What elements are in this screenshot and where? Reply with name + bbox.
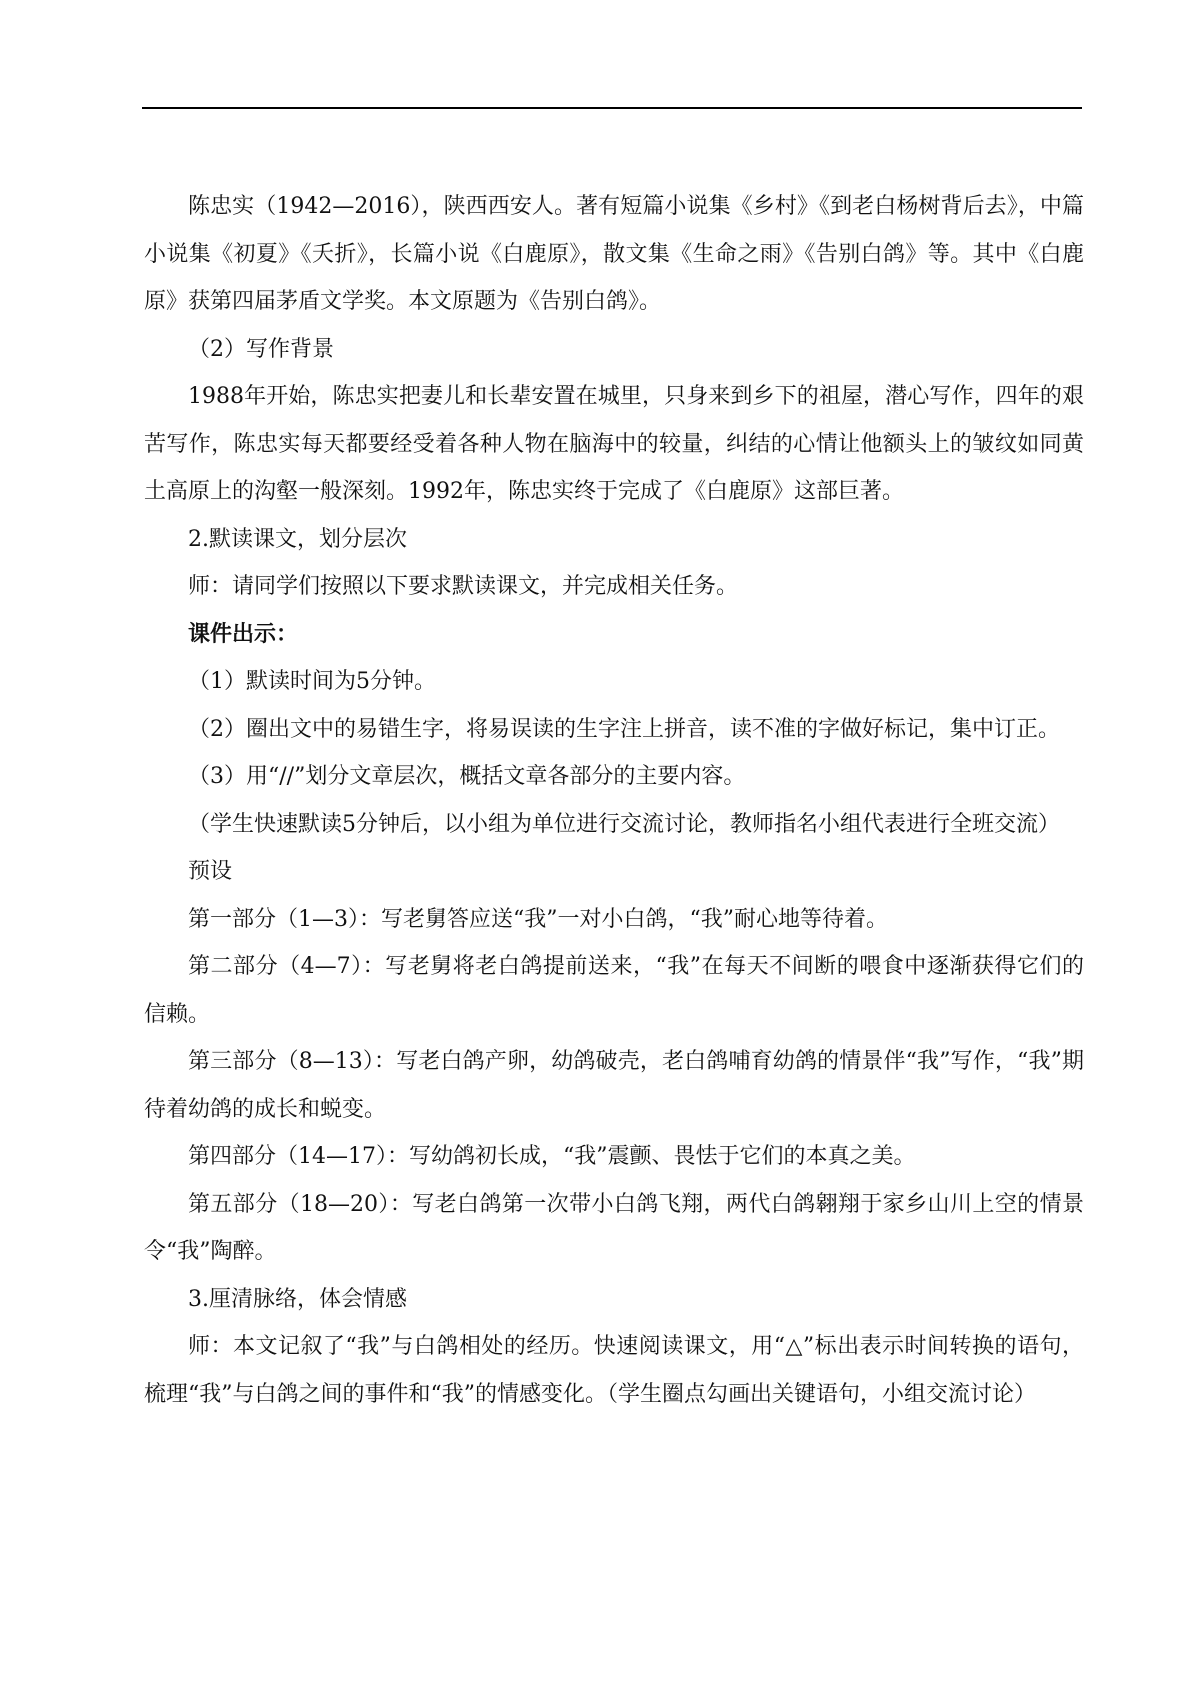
paragraph-part-1: 第一部分（1—3）：写老舅答应送“我”一对小白鸽，“我”耐心地等待着。 [188, 906, 888, 932]
paragraph-task-2: （2）圈出文中的易错生字，将易误读的生字注上拼音，读不准的字做好标记，集中订正。 [188, 716, 1061, 742]
paragraph-student-activity: （学生快速默读5分钟后，以小组为单位进行交流讨论，教师指名小组代表进行全班交流） [188, 811, 1061, 837]
paragraph-teacher-summary: 师：本文记叙了“我”与白鸽相处的经历。快速阅读课文，用“△”标出表示时间转换的语句，梳理“我”与白鸽之间的事件和“我”的情感变化。（学生圈点勾画出关键语句，小组交流讨论） [144, 1334, 1084, 1407]
paragraph-courseware-label: 课件出示： [188, 620, 299, 647]
paragraph-part-2: 第二部分（4—7）：写老舅将老白鸽提前送来，“我”在每天不间断的喂食中逐渐获得它们的信赖。 [144, 954, 1084, 1027]
paragraph-part-3: 第三部分（8—13）：写老白鸽产卵，幼鸽破壳，老白鸽哺育幼鸽的情景伴“我”写作，“我”期待着幼鸽的成长和蜕变。 [144, 1049, 1084, 1122]
paragraph-preset-label: 预设 [188, 859, 233, 884]
paragraph-heading-context: 3.厘清脉络，体会情感 [188, 1286, 407, 1312]
paragraph-teacher-instruction: 师：请同学们按照以下要求默读课文，并完成相关任务。 [188, 574, 739, 599]
paragraph-task-3: （3）用“//”划分文章层次，概括文章各部分的主要内容。 [188, 764, 746, 789]
header-rule [142, 107, 1082, 109]
document-body [144, 183, 1084, 1418]
paragraph-part-4: 第四部分（14—17）：写幼鸽初长成，“我”震颤、畏怯于它们的本真之美。 [188, 1144, 916, 1169]
paragraph-heading-silent-reading: 2.默读课文，划分层次 [188, 526, 407, 552]
paragraph-author-intro: 陈忠实（1942—2016），陕西西安人。著有短篇小说集《乡村》《到老白杨树背后去》，中篇小说集《初夏》《夭折》，长篇小说《白鹿原》，散文集《生命之雨》《告别白鸽》等。其中《白鹿原》获第四届茅盾文学奖。本文原题为《告别白鸽》。 [144, 194, 1084, 314]
paragraph-heading-background: （2）写作背景 [188, 336, 334, 362]
paragraph-background: 1988年开始，陈忠实把妻儿和长辈安置在城里，只身来到乡下的祖屋，潜心写作，四年的艰苦写作，陈忠实每天都要经受着各种人物在脑海中的较量，纠结的心情让他额头上的皱纹如同黄土高原上的沟壑一般深刻。1992年，陈忠实终于完成了《白鹿原》这部巨著。 [144, 384, 1084, 504]
paragraph-task-1: （1）默读时间为5分钟。 [188, 669, 436, 694]
paragraph-part-5: 第五部分（18—20）：写老白鸽第一次带小白鸽飞翔，两代白鸽翱翔于家乡山川上空的情景令“我”陶醉。 [144, 1191, 1084, 1264]
